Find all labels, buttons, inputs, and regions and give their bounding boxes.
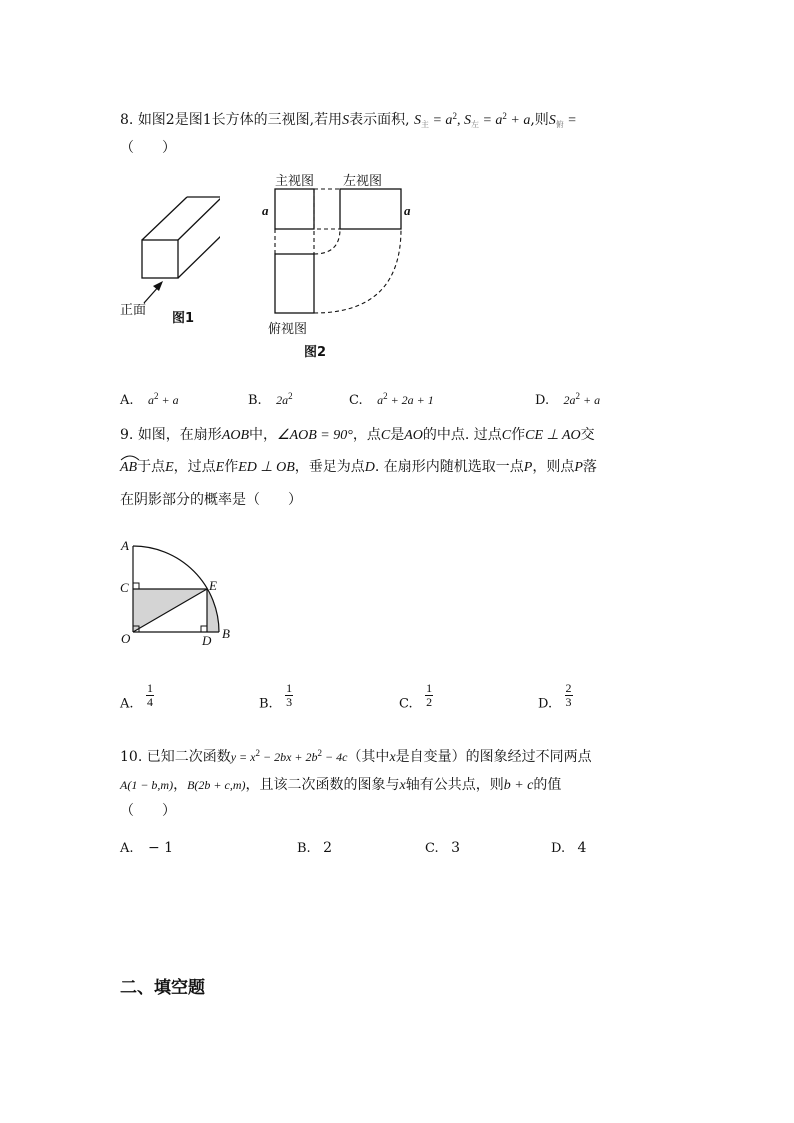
q9-arc-ab: AB [120, 458, 137, 478]
q8-var-s: S [342, 113, 350, 128]
fig2-top-view-label: 俯视图 [268, 322, 308, 337]
q10-option-b[interactable]: B. 2 [297, 840, 333, 856]
q9-option-d[interactable]: D. $\frac{2}{3}$ [538, 681, 572, 712]
projection-lines [275, 189, 401, 313]
left-view-rect [340, 189, 401, 229]
q10-number: 10. [120, 749, 143, 765]
q10-option-a[interactable]: A. − 1 [120, 840, 174, 856]
q8-number: 8. [120, 112, 134, 128]
q10-option-c[interactable]: C. 3 [425, 840, 460, 856]
fig1-front-label: 正面 [120, 303, 147, 318]
point-label-b: B [222, 626, 230, 641]
q8-option-c[interactable]: C. $a^2 + 2a + 1$ [349, 391, 434, 408]
fig2-left-view-label: 左视图 [343, 174, 383, 189]
point-label-c: C [120, 580, 129, 595]
q9-line2: AB于点E，过点E作ED ⊥ OB，垂足为点D. 在扇形内随机选取一点P，则点P落 [120, 457, 597, 478]
point-label-d: D [202, 633, 212, 648]
front-arrow-icon [144, 281, 163, 303]
fig2-main-view-label: 主视图 [275, 174, 315, 189]
main-view-rect [275, 189, 314, 229]
q8-figure2 [262, 186, 422, 316]
q8-s-left: $S_左 = a^2 + a$ [463, 111, 531, 129]
fig2-side-a-right: a [404, 203, 411, 218]
point-label-e: E [209, 578, 217, 593]
q10-function: $y = x^2 - 2bx + 2b^2 - 4c$ [230, 748, 348, 764]
q8-option-b[interactable]: B. $2a^2$ [248, 391, 293, 408]
q9-number: 9. [120, 427, 134, 443]
q8-line1 [120, 106, 577, 135]
q8-text-a: 如图2是图1长方体的三视图,若用 [137, 112, 343, 128]
q9-option-a[interactable]: A. $\frac{1}{4}$ [120, 681, 153, 712]
q10-line1: 10. 已知二次函数$y = x^2 - 2bx + 2b^2 - 4c$（其中x是自变量）的图象经过不同两点 [120, 748, 592, 765]
point-label-a: A [121, 538, 129, 553]
q9-option-b[interactable]: B. $\frac{1}{3}$ [259, 681, 293, 712]
q10-option-d[interactable]: D. 4 [551, 840, 587, 856]
q8-s-main: $S_主 = a^2$, [413, 111, 464, 129]
q8-s-top: $S_俯$ = [548, 113, 577, 129]
fig2-side-a-left: a [262, 203, 269, 218]
fig1-caption: 图1 [172, 311, 195, 326]
section2-title: 二、填空题 [120, 978, 205, 998]
q10-line2: A(1 − b,m)，B(2b + c,m)，且该二次函数的图象与x轴有公共点，则b + c的值 [120, 777, 562, 793]
q9-line3: 在阴影部分的概率是（ ） [120, 492, 302, 508]
fig2-caption: 图2 [304, 345, 327, 360]
cuboid-shape [142, 197, 220, 278]
point-label-o: O [121, 631, 131, 646]
q8-text-c: ,则 [530, 112, 549, 128]
q9-line1: 9. 如图，在扇形AOB中，∠AOB = 90°，点C是AO的中点. 过点C作CE ⊥ AO交 [120, 427, 595, 443]
q8-text-b: 表示面积, [349, 112, 410, 128]
q8-paren: （ ） [120, 140, 176, 156]
q10-paren: （ ） [120, 803, 176, 819]
q8-option-d[interactable]: D. $2a^2 + a$ [535, 391, 601, 408]
q9-option-c[interactable]: C. $\frac{1}{2}$ [399, 681, 433, 712]
top-view-rect [275, 254, 314, 313]
q8-option-a[interactable]: A. $a^2 + a$ [120, 391, 179, 408]
